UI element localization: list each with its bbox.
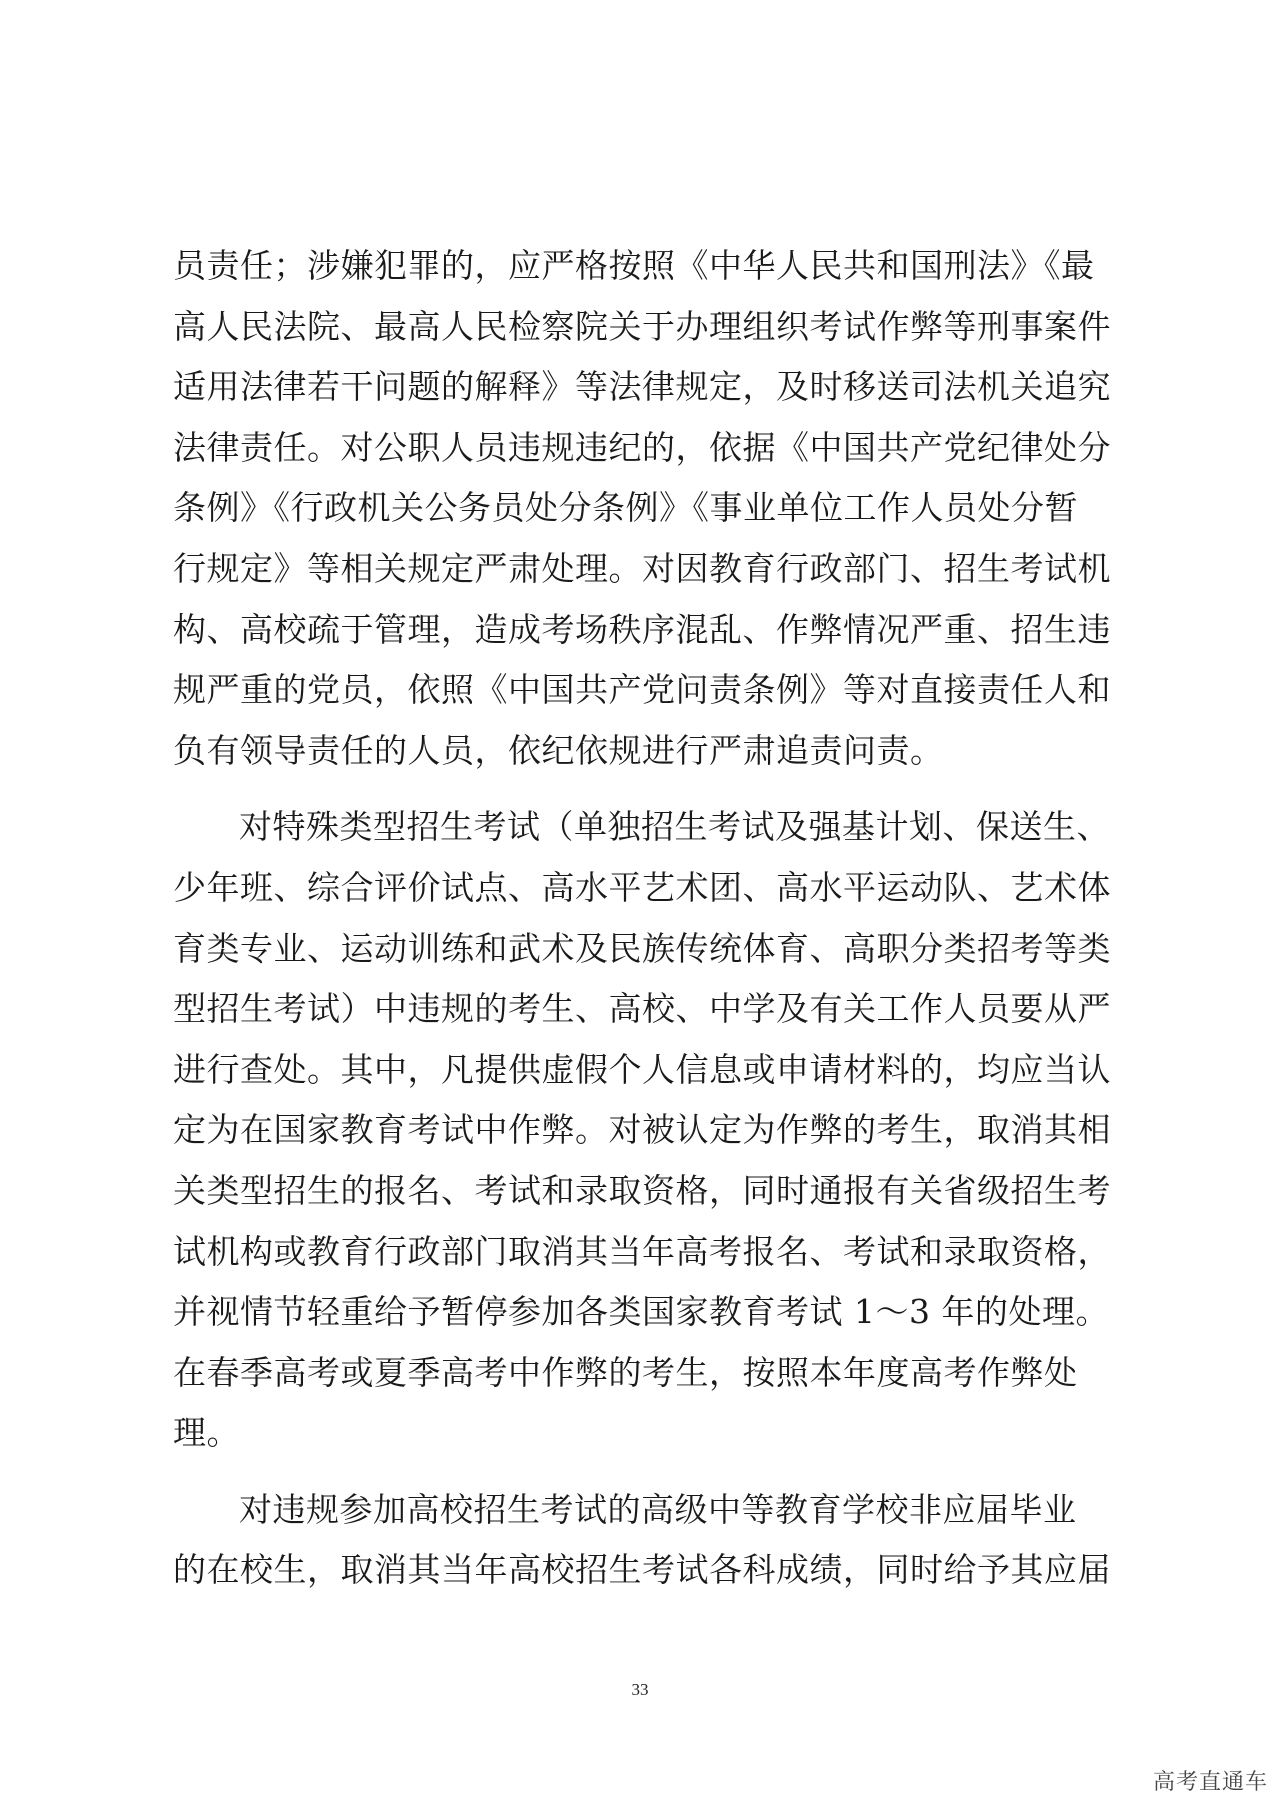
paragraph-gap bbox=[173, 781, 1133, 797]
text-line: 法律责任。对公职人员违规违纪的，依据《中国共产党纪律处分 bbox=[173, 427, 1111, 467]
page-number: 33 bbox=[631, 1680, 649, 1699]
text-line: 试机构或教育行政部门取消其当年高考报名、考试和录取资格， bbox=[173, 1231, 1111, 1271]
paragraph-3 bbox=[173, 1480, 1133, 1601]
text-line: 的在校生，取消其当年高校招生考试各科成绩，同时给予其应届 bbox=[173, 1550, 1111, 1590]
text-line: 关类型招生的报名、考试和录取资格，同时通报有关省级招生考 bbox=[173, 1170, 1111, 1210]
text-line: 适用法律若干问题的解释》等法律规定，及时移送司法机关追究 bbox=[173, 367, 1111, 407]
text-line: 少年班、综合评价试点、高水平艺术团、高水平运动队、艺术体 bbox=[173, 867, 1111, 907]
text-line: 并视情节轻重给予暂停参加各类国家教育考试 1～3 年的处理。 bbox=[173, 1292, 1109, 1332]
paragraph-2 bbox=[173, 797, 1133, 1464]
text-line: 定为在国家教育考试中作弊。对被认定为作弊的考生，取消其相 bbox=[173, 1110, 1111, 1150]
text-line: 理。 bbox=[173, 1413, 240, 1453]
text-line: 行规定》等相关规定严肃处理。对因教育行政部门、招生考试机 bbox=[173, 548, 1111, 588]
text-line: 员责任；涉嫌犯罪的，应严格按照《中华人民共和国刑法》《最 bbox=[173, 246, 1095, 285]
text-line: 条例》《行政机关公务员处分条例》《事业单位工作人员处分暂 bbox=[173, 488, 1078, 528]
watermark-logo-text: 高考直通车 bbox=[1152, 1770, 1268, 1795]
text-line: 对特殊类型招生考试（单独招生考试及强基计划、保送生、 bbox=[239, 807, 1110, 847]
text-line: 对违规参加高校招生考试的高级中等教育学校非应届毕业 bbox=[239, 1489, 1077, 1529]
text-line: 负有领导责任的人员，依纪依规进行严肃追责问责。 bbox=[173, 730, 944, 770]
paragraph-gap bbox=[173, 1464, 1133, 1480]
text-line: 规严重的党员，依照《中国共产党问责条例》等对直接责任人和 bbox=[173, 670, 1111, 710]
text-line: 高人民法院、最高人民检察院关于办理组织考试作弊等刑事案件 bbox=[173, 306, 1111, 346]
text-line: 型招生考试）中违规的考生、高校、中学及有关工作人员要从严 bbox=[173, 989, 1111, 1029]
text-line: 育类专业、运动训练和武术及民族传统体育、高职分类招考等类 bbox=[173, 928, 1111, 968]
paragraph-1 bbox=[173, 236, 1133, 781]
text-line: 构、高校疏于管理，造成考场秩序混乱、作弊情况严重、招生违 bbox=[173, 609, 1111, 649]
document-body bbox=[173, 236, 1133, 1601]
text-line: 在春季高考或夏季高考中作弊的考生，按照本年度高考作弊处 bbox=[173, 1352, 1078, 1392]
text-line: 进行查处。其中，凡提供虚假个人信息或申请材料的，均应当认 bbox=[173, 1049, 1111, 1089]
